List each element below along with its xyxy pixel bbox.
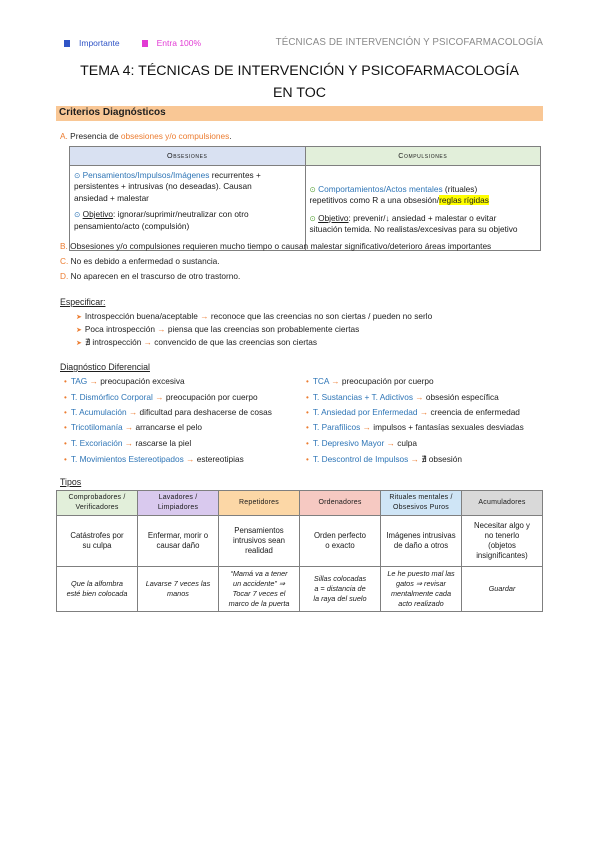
table-cell: Imágenes intrusivas de daño a otros bbox=[381, 516, 462, 567]
obsession-definition: ⊙ Pensamientos/Impulsos/Imágenes recurrentes + persistentes + intrusivas (no deseadas). Causan ansiedad + malestar bbox=[74, 169, 261, 203]
section-title: Criterios Diagnósticos bbox=[59, 107, 166, 118]
specify-item: ➤ Introspección buena/aceptable → reconoce que las creencias no son ciertas / pueden no serlo bbox=[76, 311, 433, 321]
specify-heading: Especificar: bbox=[60, 297, 106, 307]
differential-heading: Diagnóstico Diferencial bbox=[60, 362, 150, 372]
table-cell: Enfermar, morir o causar daño bbox=[138, 516, 219, 567]
type-header-mental-rituals: Rituales mentales / Obsesivos Puros bbox=[381, 491, 462, 516]
differential-item: • T. Acumulación → dificultad para deshacerse de cosas bbox=[64, 407, 272, 417]
differential-item: • Tricotilomanía → arrancarse el pelo bbox=[64, 422, 202, 432]
differential-item: • T. Movimientos Estereotipados → estereotipias bbox=[64, 454, 244, 464]
types-heading: Tipos bbox=[60, 477, 82, 487]
criterion-d: D. No aparecen en el trascurso de otro trastorno. bbox=[60, 271, 241, 281]
types-header-row bbox=[57, 491, 543, 516]
highlighted-text: reglas rígidas bbox=[439, 195, 489, 205]
differential-item: • T. Parafílicos → impulsos + fantasías sexuales desviadas bbox=[306, 422, 524, 432]
circle-bullet-icon: ⊙ bbox=[74, 170, 81, 180]
specify-item: ➤ ∄ introspección → convencido de que las creencias son ciertas bbox=[76, 337, 318, 347]
compulsions-cell bbox=[305, 165, 541, 250]
criterion-text: Presencia de bbox=[70, 131, 121, 141]
table-cell: Guardar bbox=[462, 567, 543, 612]
section-header-bar bbox=[56, 106, 543, 121]
differential-item: • TAG → preocupación excesiva bbox=[64, 376, 185, 386]
criterion-b: B. Obsesiones y/o compulsiones requieren mucho tiempo o causan malestar significativo/deterioro áreas importantes bbox=[60, 241, 492, 251]
table-row bbox=[57, 567, 543, 612]
table-cell: “Mamá va a tener un accidente” ⇒ Tocar 7 veces el marco de la puerta bbox=[219, 567, 300, 612]
obsessions-cell bbox=[70, 165, 306, 250]
specify-item: ➤ Poca introspección → piensa que las creencias son probablemente ciertas bbox=[76, 324, 360, 334]
criterion-highlight: obsesiones y/o compulsiones bbox=[120, 131, 230, 141]
arrow-bullet-icon: ➤ bbox=[76, 327, 82, 334]
types-table bbox=[56, 490, 543, 612]
table-cell: Que la alfombra esté bien colocada bbox=[57, 567, 138, 612]
differential-item: • T. Sustancias + T. Adictivos → obsesión específica bbox=[306, 392, 499, 402]
table-cell: Pensamientos intrusivos sean realidad bbox=[219, 516, 300, 567]
criterion-a: A. Presencia de obsesiones y/o compulsiones. bbox=[60, 131, 232, 141]
obsessions-header: Obsesiones bbox=[70, 147, 306, 166]
table-cell: Necesitar algo y no tenerlo (objetos insignificantes) bbox=[462, 516, 543, 567]
compulsion-definition: ⊙ Comportamientos/Actos mentales (rituales) repetitivos como R a una obsesión/reglas rígidas bbox=[309, 183, 489, 205]
table-row bbox=[70, 165, 541, 250]
criterion-c: C. No es debido a enfermedad o sustancia. bbox=[60, 256, 220, 266]
type-header-washers: Lavadores / Limpiadores bbox=[138, 491, 219, 516]
legend-label-exam: Entra 100% bbox=[156, 38, 202, 48]
circle-bullet-icon: ⊙ bbox=[309, 184, 316, 194]
obsession-objective: ⊙ Objetivo: ignorar/suprimir/neutralizar con otro pensamiento/acto (compulsión) bbox=[74, 209, 249, 231]
compulsions-header: Compulsiones bbox=[305, 147, 541, 166]
type-header-checkers: Comprobadores / Verificadores bbox=[57, 491, 138, 516]
table-cell: Orden perfecto o exacto bbox=[300, 516, 381, 567]
table-row bbox=[57, 516, 543, 567]
legend-swatch-exam bbox=[142, 40, 148, 47]
differential-item: • T. Ansiedad por Enfermedad → creencia de enfermedad bbox=[306, 407, 520, 417]
differential-item: • T. Depresivo Mayor → culpa bbox=[306, 438, 418, 448]
arrow-bullet-icon: ➤ bbox=[76, 340, 82, 347]
table-cell: Catástrofes por su culpa bbox=[57, 516, 138, 567]
arrow-bullet-icon: ➤ bbox=[76, 314, 82, 321]
page-title bbox=[0, 60, 599, 104]
differential-item: • T. Excoriación → rascarse la piel bbox=[64, 438, 192, 448]
legend-swatch-important bbox=[64, 40, 70, 47]
differential-item: • T. Dismórfico Corporal → preocupación por cuerpo bbox=[64, 392, 258, 402]
legend-label-important: Importante bbox=[79, 38, 120, 48]
compulsion-objective: ⊙ Objetivo: prevenir/↓ ansiedad + malestar o evitar situación temida. No realistas/excesivas para su objetivo bbox=[309, 212, 518, 234]
obsessions-compulsions-table bbox=[69, 146, 541, 251]
circle-bullet-icon: ⊙ bbox=[74, 210, 81, 219]
page-title-line-2: EN TOC bbox=[272, 85, 327, 101]
circle-bullet-icon: ⊙ bbox=[309, 213, 316, 223]
type-header-orderers: Ordenadores bbox=[300, 491, 381, 516]
type-header-repeaters: Repetidores bbox=[219, 491, 300, 516]
table-cell: Lavarse 7 veces las manos bbox=[138, 567, 219, 612]
color-legend bbox=[64, 38, 223, 48]
table-header-row bbox=[70, 147, 541, 166]
type-header-hoarders: Acumuladores bbox=[462, 491, 543, 516]
table-cell: Sillas colocadas a = distancia de la raya del suelo bbox=[300, 567, 381, 612]
differential-item: • T. Descontrol de Impulsos → ∄ obsesión bbox=[306, 454, 462, 464]
page-title-line-1: TEMA 4: TÉCNICAS DE INTERVENCIÓN Y PSICOFARMACOLOGÍA bbox=[80, 63, 519, 79]
running-header: TÉCNICAS DE INTERVENCIÓN Y PSICOFARMACOLOGÍA bbox=[275, 37, 543, 48]
differential-item: • TCA → preocupación por cuerpo bbox=[306, 376, 434, 386]
criterion-letter: A. bbox=[60, 131, 68, 141]
table-cell: Le he puesto mal las gatos ⇒ revisar mentalmente cada acto realizado bbox=[381, 567, 462, 612]
